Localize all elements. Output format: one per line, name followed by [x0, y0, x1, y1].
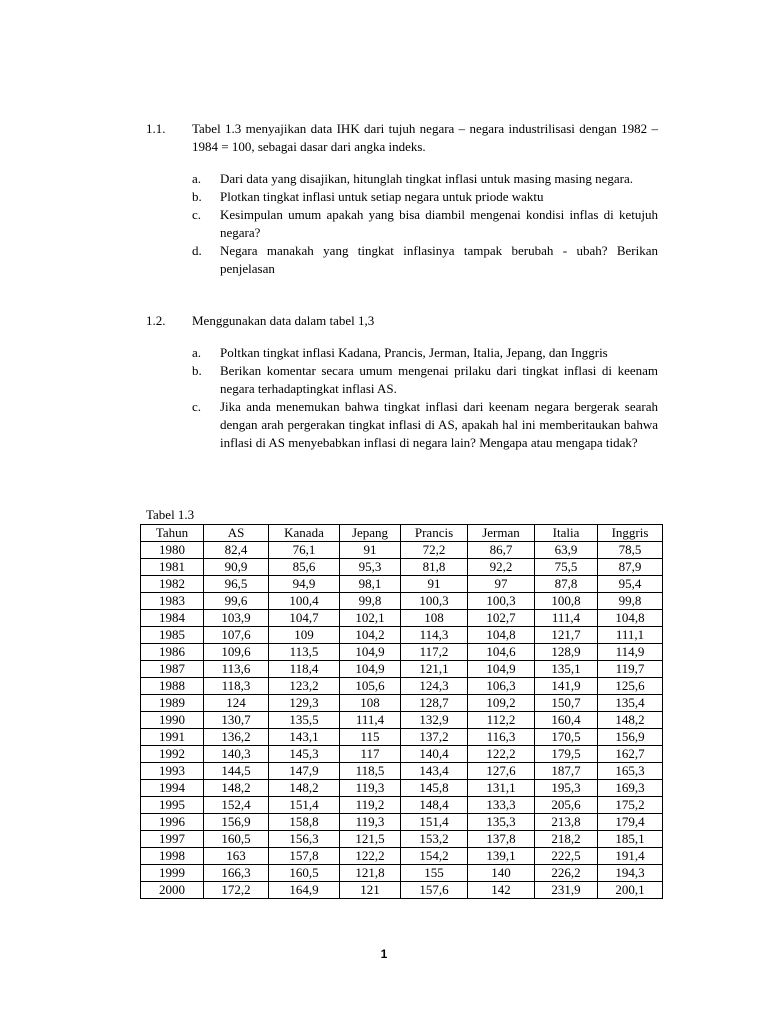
cpi-table — [140, 524, 663, 899]
cpi-value-cell: 156,9 — [598, 729, 663, 746]
sub-question-letter: c. — [192, 207, 202, 222]
cpi-value-cell: 104,8 — [598, 610, 663, 627]
cpi-value-cell: 130,7 — [204, 712, 269, 729]
year-cell: 1991 — [141, 729, 204, 746]
year-cell: 1984 — [141, 610, 204, 627]
question-1-2 — [146, 312, 658, 452]
page-number: 1 — [380, 947, 388, 961]
cpi-value-cell: 142 — [468, 882, 535, 899]
sub-question-text: Kesimpulan umum apakah yang bisa diambil mengenai kondisi inflas di ketujuh negara? — [220, 207, 658, 240]
question-number: 1.1. — [146, 121, 166, 136]
cpi-value-cell: 116,3 — [468, 729, 535, 746]
cpi-value-cell: 135,5 — [269, 712, 340, 729]
cpi-value-cell: 121,8 — [340, 865, 401, 882]
table-row — [141, 746, 663, 763]
cpi-value-cell: 140,4 — [401, 746, 468, 763]
cpi-value-cell: 122,2 — [340, 848, 401, 865]
cpi-value-cell: 140 — [468, 865, 535, 882]
table-row — [141, 780, 663, 797]
header-cell: Jerman — [468, 525, 535, 542]
cpi-value-cell: 121,1 — [401, 661, 468, 678]
cpi-value-cell: 164,9 — [269, 882, 340, 899]
cpi-value-cell: 175,2 — [598, 797, 663, 814]
cpi-value-cell: 160,5 — [204, 831, 269, 848]
year-cell: 1986 — [141, 644, 204, 661]
cpi-value-cell: 100,4 — [269, 593, 340, 610]
cpi-value-cell: 226,2 — [535, 865, 598, 882]
sub-question-text: Plotkan tingkat inflasi untuk setiap negara untuk priode waktu — [220, 189, 544, 204]
cpi-value-cell: 99,8 — [340, 593, 401, 610]
cpi-value-cell: 118,4 — [269, 661, 340, 678]
cpi-value-cell: 218,2 — [535, 831, 598, 848]
cpi-value-cell: 78,5 — [598, 542, 663, 559]
cpi-value-cell: 137,8 — [468, 831, 535, 848]
year-cell: 1999 — [141, 865, 204, 882]
cpi-value-cell: 136,2 — [204, 729, 269, 746]
year-cell: 1996 — [141, 814, 204, 831]
cpi-value-cell: 179,5 — [535, 746, 598, 763]
cpi-value-cell: 98,1 — [340, 576, 401, 593]
cpi-value-cell: 156,9 — [204, 814, 269, 831]
cpi-value-cell: 119,2 — [340, 797, 401, 814]
cpi-value-cell: 135,3 — [468, 814, 535, 831]
table-row — [141, 593, 663, 610]
sub-question-letter: b. — [192, 363, 202, 378]
table-row — [141, 576, 663, 593]
table-row — [141, 695, 663, 712]
cpi-value-cell: 191,4 — [598, 848, 663, 865]
cpi-value-cell: 104,6 — [468, 644, 535, 661]
cpi-value-cell: 76,1 — [269, 542, 340, 559]
cpi-value-cell: 148,2 — [269, 780, 340, 797]
cpi-value-cell: 139,1 — [468, 848, 535, 865]
table-row — [141, 763, 663, 780]
header-cell: Jepang — [340, 525, 401, 542]
cpi-value-cell: 129,3 — [269, 695, 340, 712]
cpi-value-cell: 195,3 — [535, 780, 598, 797]
year-cell: 1990 — [141, 712, 204, 729]
cpi-value-cell: 102,7 — [468, 610, 535, 627]
cpi-value-cell: 108 — [340, 695, 401, 712]
cpi-value-cell: 108 — [401, 610, 468, 627]
cpi-value-cell: 150,7 — [535, 695, 598, 712]
cpi-value-cell: 122,2 — [468, 746, 535, 763]
table-row — [141, 865, 663, 882]
cpi-value-cell: 145,8 — [401, 780, 468, 797]
year-cell: 1982 — [141, 576, 204, 593]
cpi-value-cell: 119,7 — [598, 661, 663, 678]
cpi-value-cell: 179,4 — [598, 814, 663, 831]
cpi-value-cell: 86,7 — [468, 542, 535, 559]
cpi-value-cell: 160,5 — [269, 865, 340, 882]
cpi-value-cell: 151,4 — [269, 797, 340, 814]
cpi-value-cell: 104,8 — [468, 627, 535, 644]
cpi-value-cell: 169,3 — [598, 780, 663, 797]
year-cell: 1988 — [141, 678, 204, 695]
year-cell: 1983 — [141, 593, 204, 610]
cpi-value-cell: 113,6 — [204, 661, 269, 678]
year-cell: 1995 — [141, 797, 204, 814]
cpi-value-cell: 147,9 — [269, 763, 340, 780]
sub-question-text: Negara manakah yang tingkat inflasinya tampak berubah - ubah? Berikan penjelasan — [220, 243, 658, 276]
cpi-value-cell: 107,6 — [204, 627, 269, 644]
sub-question — [192, 188, 658, 206]
cpi-value-cell: 172,2 — [204, 882, 269, 899]
cpi-value-cell: 119,3 — [340, 780, 401, 797]
cpi-value-cell: 114,9 — [598, 644, 663, 661]
cpi-value-cell: 100,3 — [401, 593, 468, 610]
cpi-value-cell: 91 — [401, 576, 468, 593]
year-cell: 1994 — [141, 780, 204, 797]
cpi-value-cell: 63,9 — [535, 542, 598, 559]
table-row — [141, 814, 663, 831]
cpi-value-cell: 111,4 — [340, 712, 401, 729]
cpi-value-cell: 125,6 — [598, 678, 663, 695]
cpi-value-cell: 104,9 — [340, 644, 401, 661]
table-row — [141, 661, 663, 678]
table-caption: Tabel 1.3 — [146, 507, 195, 522]
table-row — [141, 627, 663, 644]
cpi-value-cell: 106,3 — [468, 678, 535, 695]
sub-question-text: Jika anda menemukan bahwa tingkat inflasi dari keenam negara bergerak searah dengan arah pergerakan tingkat inflasi di AS, apakah hal ini memberitaukan bahwa inflasi di AS menyebabkan inflasi di negara lain? Mengapa atau mengapa tidak? — [220, 399, 658, 450]
cpi-value-cell: 141,9 — [535, 678, 598, 695]
sub-question — [192, 344, 658, 362]
question-1-1 — [146, 120, 658, 278]
table-row — [141, 882, 663, 899]
cpi-value-cell: 158,8 — [269, 814, 340, 831]
cpi-value-cell: 155 — [401, 865, 468, 882]
cpi-value-cell: 123,2 — [269, 678, 340, 695]
sub-question-letter: b. — [192, 189, 202, 204]
cpi-value-cell: 124 — [204, 695, 269, 712]
cpi-value-cell: 143,4 — [401, 763, 468, 780]
header-cell: Italia — [535, 525, 598, 542]
cpi-value-cell: 205,6 — [535, 797, 598, 814]
cpi-value-cell: 163 — [204, 848, 269, 865]
cpi-value-cell: 109,6 — [204, 644, 269, 661]
cpi-value-cell: 231,9 — [535, 882, 598, 899]
cpi-value-cell: 157,8 — [269, 848, 340, 865]
cpi-value-cell: 113,5 — [269, 644, 340, 661]
table-row — [141, 797, 663, 814]
table-row — [141, 559, 663, 576]
cpi-value-cell: 132,9 — [401, 712, 468, 729]
question-number: 1.2. — [146, 313, 166, 328]
cpi-value-cell: 118,3 — [204, 678, 269, 695]
cpi-value-cell: 131,1 — [468, 780, 535, 797]
cpi-value-cell: 148,2 — [598, 712, 663, 729]
cpi-value-cell: 109,2 — [468, 695, 535, 712]
table-row — [141, 644, 663, 661]
cpi-value-cell: 102,1 — [340, 610, 401, 627]
sub-question — [192, 398, 658, 452]
cpi-value-cell: 154,2 — [401, 848, 468, 865]
sub-question-letter: c. — [192, 399, 202, 414]
cpi-value-cell: 111,1 — [598, 627, 663, 644]
cpi-value-cell: 94,9 — [269, 576, 340, 593]
cpi-value-cell: 194,3 — [598, 865, 663, 882]
header-cell: Tahun — [141, 525, 204, 542]
year-cell: 1985 — [141, 627, 204, 644]
cpi-value-cell: 170,5 — [535, 729, 598, 746]
cpi-value-cell: 100,8 — [535, 593, 598, 610]
cpi-value-cell: 140,3 — [204, 746, 269, 763]
cpi-value-cell: 151,4 — [401, 814, 468, 831]
cpi-value-cell: 156,3 — [269, 831, 340, 848]
cpi-value-cell: 128,9 — [535, 644, 598, 661]
cpi-value-cell: 121,7 — [535, 627, 598, 644]
year-cell: 1989 — [141, 695, 204, 712]
cpi-value-cell: 121 — [340, 882, 401, 899]
cpi-value-cell: 72,2 — [401, 542, 468, 559]
cpi-value-cell: 152,4 — [204, 797, 269, 814]
cpi-value-cell: 145,3 — [269, 746, 340, 763]
cpi-value-cell: 95,3 — [340, 559, 401, 576]
sub-question — [192, 170, 658, 188]
cpi-value-cell: 99,8 — [598, 593, 663, 610]
cpi-value-cell: 135,1 — [535, 661, 598, 678]
cpi-value-cell: 104,7 — [269, 610, 340, 627]
cpi-value-cell: 153,2 — [401, 831, 468, 848]
cpi-value-cell: 222,5 — [535, 848, 598, 865]
cpi-value-cell: 162,7 — [598, 746, 663, 763]
cpi-value-cell: 87,8 — [535, 576, 598, 593]
cpi-value-cell: 111,4 — [535, 610, 598, 627]
cpi-value-cell: 114,3 — [401, 627, 468, 644]
cpi-value-cell: 100,3 — [468, 593, 535, 610]
cpi-value-cell: 81,8 — [401, 559, 468, 576]
cpi-value-cell: 117 — [340, 746, 401, 763]
sub-question — [192, 242, 658, 278]
cpi-value-cell: 213,8 — [535, 814, 598, 831]
header-cell: Inggris — [598, 525, 663, 542]
year-cell: 1981 — [141, 559, 204, 576]
table-body — [141, 542, 663, 899]
table-header-row — [141, 525, 663, 542]
cpi-value-cell: 128,7 — [401, 695, 468, 712]
header-cell: Prancis — [401, 525, 468, 542]
sub-question-letter: a. — [192, 171, 202, 186]
cpi-value-cell: 187,7 — [535, 763, 598, 780]
sub-question-letter: a. — [192, 345, 202, 360]
cpi-value-cell: 124,3 — [401, 678, 468, 695]
cpi-value-cell: 160,4 — [535, 712, 598, 729]
sub-question-list — [192, 170, 658, 278]
cpi-value-cell: 143,1 — [269, 729, 340, 746]
cpi-value-cell: 135,4 — [598, 695, 663, 712]
cpi-value-cell: 104,2 — [340, 627, 401, 644]
cpi-value-cell: 148,2 — [204, 780, 269, 797]
cpi-value-cell: 157,6 — [401, 882, 468, 899]
question-text: Tabel 1.3 menyajikan data IHK dari tujuh negara – negara industrilisasi dengan 1982 – 1984 = 100, sebagai dasar dari angka indeks. — [192, 121, 658, 154]
table-row — [141, 848, 663, 865]
year-cell: 1992 — [141, 746, 204, 763]
year-cell: 1980 — [141, 542, 204, 559]
cpi-value-cell: 121,5 — [340, 831, 401, 848]
table-row — [141, 610, 663, 627]
cpi-value-cell: 137,2 — [401, 729, 468, 746]
cpi-value-cell: 165,3 — [598, 763, 663, 780]
cpi-value-cell: 105,6 — [340, 678, 401, 695]
cpi-value-cell: 117,2 — [401, 644, 468, 661]
header-cell: AS — [204, 525, 269, 542]
cpi-value-cell: 82,4 — [204, 542, 269, 559]
table-row — [141, 729, 663, 746]
cpi-value-cell: 166,3 — [204, 865, 269, 882]
cpi-value-cell: 97 — [468, 576, 535, 593]
year-cell: 1993 — [141, 763, 204, 780]
sub-question-text: Dari data yang disajikan, hitunglah tingkat inflasi untuk masing masing negara. — [220, 171, 634, 186]
sub-question-text: Berikan komentar secara umum mengenai prilaku dari tingkat inflasi di keenam negara terhadaptingkat inflasi AS. — [220, 363, 658, 396]
cpi-value-cell: 92,2 — [468, 559, 535, 576]
cpi-value-cell: 119,3 — [340, 814, 401, 831]
cpi-value-cell: 99,6 — [204, 593, 269, 610]
table-row — [141, 712, 663, 729]
cpi-value-cell: 148,4 — [401, 797, 468, 814]
cpi-value-cell: 133,3 — [468, 797, 535, 814]
header-cell: Kanada — [269, 525, 340, 542]
cpi-value-cell: 104,9 — [468, 661, 535, 678]
cpi-value-cell: 144,5 — [204, 763, 269, 780]
table-row — [141, 542, 663, 559]
cpi-value-cell: 115 — [340, 729, 401, 746]
sub-question — [192, 206, 658, 242]
cpi-value-cell: 75,5 — [535, 559, 598, 576]
cpi-value-cell: 109 — [269, 627, 340, 644]
cpi-value-cell: 103,9 — [204, 610, 269, 627]
cpi-value-cell: 127,6 — [468, 763, 535, 780]
sub-question — [192, 362, 658, 398]
cpi-value-cell: 90,9 — [204, 559, 269, 576]
cpi-value-cell: 91 — [340, 542, 401, 559]
cpi-value-cell: 112,2 — [468, 712, 535, 729]
table-row — [141, 678, 663, 695]
cpi-value-cell: 185,1 — [598, 831, 663, 848]
cpi-value-cell: 96,5 — [204, 576, 269, 593]
table-row — [141, 831, 663, 848]
cpi-value-cell: 87,9 — [598, 559, 663, 576]
cpi-value-cell: 118,5 — [340, 763, 401, 780]
cpi-value-cell: 104,9 — [340, 661, 401, 678]
cpi-value-cell: 200,1 — [598, 882, 663, 899]
question-text: Menggunakan data dalam tabel 1,3 — [192, 313, 375, 328]
year-cell: 1997 — [141, 831, 204, 848]
cpi-value-cell: 85,6 — [269, 559, 340, 576]
year-cell: 2000 — [141, 882, 204, 899]
year-cell: 1987 — [141, 661, 204, 678]
year-cell: 1998 — [141, 848, 204, 865]
sub-question-list — [192, 344, 658, 452]
sub-question-letter: d. — [192, 243, 202, 258]
sub-question-text: Poltkan tingkat inflasi Kadana, Prancis, Jerman, Italia, Jepang, dan Inggris — [220, 345, 608, 360]
cpi-value-cell: 95,4 — [598, 576, 663, 593]
